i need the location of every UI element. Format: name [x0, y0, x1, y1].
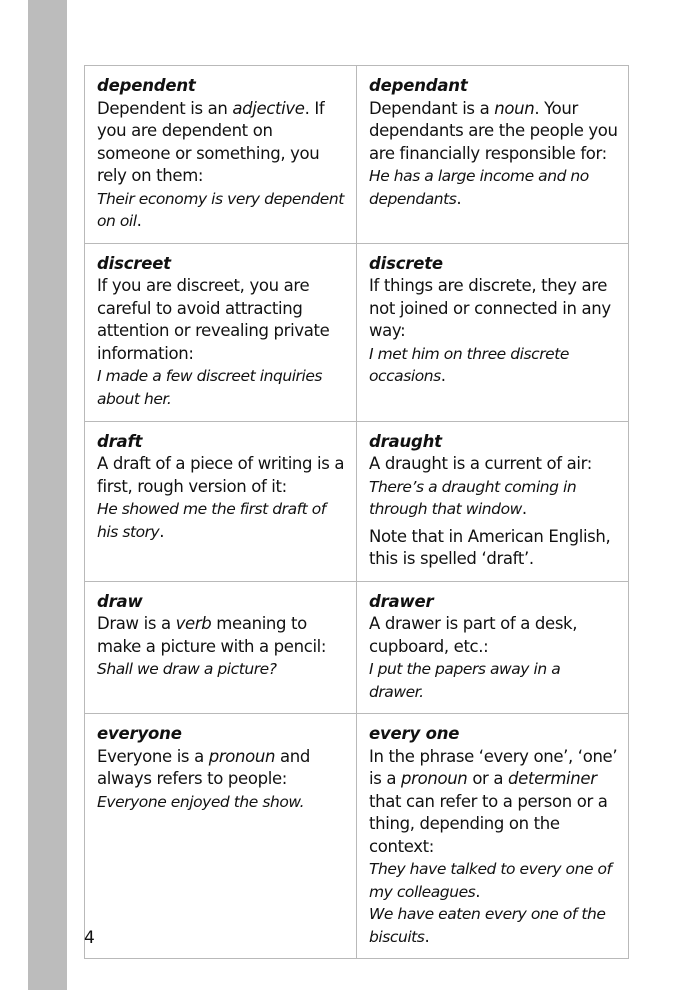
definition: Draw is a verb meaning to make a picture with a pencil:: [97, 614, 327, 656]
headword: every one: [369, 724, 460, 743]
definition: If things are discrete, they are not joined or connected in any way:: [369, 276, 611, 340]
entry-discreet: [85, 243, 357, 421]
example: They have talked to every one of my colleagues.: [369, 860, 612, 901]
example: He has a large income and no dependants.: [369, 167, 589, 208]
example: Everyone enjoyed the show.: [97, 792, 305, 811]
definition: Everyone is a pronoun and always refers to people:: [97, 746, 310, 788]
headword: discrete: [369, 253, 443, 273]
definition: A draught is a current of air:: [369, 454, 592, 473]
headword: draught: [369, 431, 442, 451]
table-row: [85, 421, 629, 581]
example: We have eaten every one of the biscuits.: [369, 905, 606, 946]
definition: Dependent is an adjective. If you are dependent on someone or something, you rely on them:: [97, 98, 325, 185]
table-row: [85, 243, 629, 421]
definition: A drawer is part of a desk, cupboard, etc.:: [369, 614, 578, 656]
page-side-bar: [28, 0, 67, 990]
entry-draw: [85, 581, 357, 714]
entry-draught: [357, 421, 629, 581]
entry-dependant: [357, 66, 629, 244]
example: Shall we draw a picture?: [97, 660, 277, 678]
headword: dependent: [97, 76, 196, 95]
example: Their economy is very dependent on oil.: [97, 189, 344, 230]
entry-discrete: [357, 243, 629, 421]
example: I met him on three discrete occasions.: [369, 344, 569, 385]
headword: discreet: [97, 253, 171, 273]
headword: dependant: [369, 76, 468, 95]
example: I made a few discreet inquiries about her.: [97, 367, 323, 408]
entry-drawer: [357, 581, 629, 714]
example: He showed me the first draft of his story.: [97, 500, 326, 541]
example: I put the papers away in a drawer.: [369, 660, 561, 701]
headword: draw: [97, 591, 143, 611]
headword: everyone: [97, 724, 182, 743]
confusable-words-table: [84, 65, 629, 959]
definition: Dependant is a noun. Your dependants are the people you are financially responsible for:: [369, 98, 618, 163]
headword: drawer: [369, 591, 434, 611]
definition: If you are discreet, you are careful to avoid attracting attention or revealing private information:: [97, 276, 330, 363]
definition: A draft of a piece of writing is a first, rough version of it:: [97, 454, 345, 496]
entry-draft: [85, 421, 357, 581]
headword: draft: [97, 431, 143, 451]
table-row: [85, 66, 629, 244]
usage-note: Note that in American English, this is spelled ‘draft’.: [369, 526, 611, 568]
table-row: [85, 714, 629, 959]
entry-every-one: [357, 714, 629, 959]
entry-everyone: [85, 714, 357, 959]
example: There’s a draught coming in through that window.: [369, 477, 577, 518]
definition: In the phrase ‘every one’, ‘one’ is a pronoun or a determiner that can refer to a person or a thing, depending on the context:: [369, 746, 618, 856]
entry-dependent: [85, 66, 357, 244]
table-row: [85, 581, 629, 714]
page-number: 4: [84, 928, 95, 948]
